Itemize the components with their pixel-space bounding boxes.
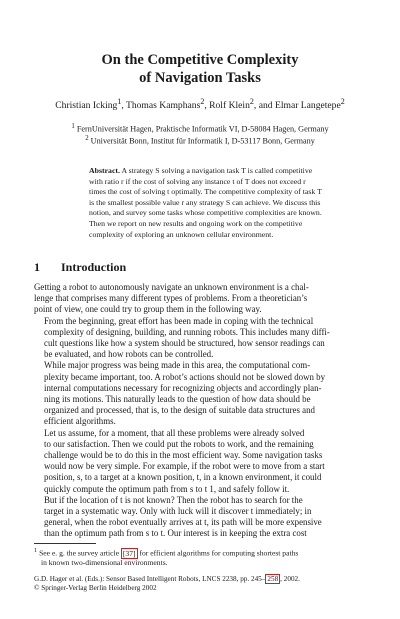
- paragraph: While major progress was being made in this area, the computational com- plexity became important, too. A robot’s actions should not be slowed down by internal computations necessary for recognizing objects and accordingly plan- ning its motions. This naturally leads to the question of how data should be organized and processed, that is, to the design of suitable data structures and efficient algorithms.: [44, 360, 326, 427]
- author-1: Christian Icking: [55, 100, 118, 112]
- abstract-line: with ratio r if the cost of solving any instance t of T does not exceed r: [89, 176, 306, 186]
- author-4: Elmar Langetepe: [274, 100, 341, 112]
- abstract-line: A strategy S solving a navigation task T is called competitive: [121, 166, 313, 175]
- affiliation-1: $^1$ FernUniversität Hagen, Praktische Informatik VI, D-58084 Hagen, Germany: [71, 123, 329, 134]
- abstract-line: complexity of exploring an unknown cellular environment.: [89, 229, 274, 239]
- page-link[interactable]: 258: [267, 575, 279, 583]
- author-list: Christian Icking$^1$, Thomas Kamphans$^2$, Rolf Klein$^2$, and Elmar Langetepe$^2$: [55, 97, 345, 112]
- citation-link[interactable]: [37]: [122, 548, 136, 558]
- section-heading: [34, 260, 126, 275]
- abstract-line: is the smallest possible value r any strategy S can achieve. We discuss this: [89, 197, 321, 207]
- abstract-line: Then we report on new results and ongoing work on the competitive: [89, 218, 303, 228]
- author-2-affil: 2: [200, 97, 205, 106]
- paragraph: Getting a robot to autonomously navigate an unknown environment is a chal- lenge that comprises many different types of problems. From a theoretician’s point of view, one could try to group them in the following way.: [34, 282, 309, 315]
- paragraph: But if the location of t is not known? Then the robot has to search for the target in a systematic way. Only with luck will it discover t immediately; in general, when the robot eventually arrives at t, its path will be more expensive than the optimum path from s to t. Our interest is in keeping the extra cost: [44, 494, 322, 539]
- abstract: [89, 166, 333, 240]
- publication-credit: G.D. Hager et al. (Eds.): Sensor Based Intelligent Robots, LNCS 2238, pp. 245– 258 , 2002. © Springer-Verlag Berlin Heidelberg 2002: [34, 575, 366, 593]
- section-title: Introduction: [61, 260, 127, 274]
- title-line-1: On the Competitive Complexity: [101, 52, 299, 68]
- author-2: Thomas Kamphans: [125, 100, 201, 112]
- author-1-affil: 1: [117, 97, 122, 106]
- paper-title: [0, 51, 400, 87]
- section-number: 1: [34, 260, 40, 274]
- paragraph: From the beginning, great effort has been made in coping with the technical complexity of designing, building, and running robots. This includes many diffi- cult questions like how a system should be structured, how sensor readings can be evaluated, and how robots can be controlled.: [44, 315, 330, 360]
- paragraph: Let us assume, for a moment, that all these problems were already solved to our satisfaction. Then we could put the robots to work, and the remaining challenge would be to do this in the most efficient way. Some navigation tasks would now be very simple. For example, if the robot were to move from a start position, s, to a target at a known position, t, in a known environment, it could quickly compute the optimum path from s to t 1, and safely follow it.: [44, 427, 325, 494]
- footnote-rule: [34, 543, 96, 544]
- abstract-line: times the cost of solving t optimally. The competitive complexity of task T: [89, 187, 322, 197]
- author-3: Rolf Klein: [209, 100, 250, 112]
- title-line-2: of Navigation Tasks: [139, 70, 261, 86]
- affiliation-2: $^2$ Universität Bonn, Institut für Informatik I, D-53117 Bonn, Germany: [85, 135, 315, 146]
- author-4-affil: 2: [340, 97, 345, 106]
- abstract-label: Abstract.: [89, 166, 120, 175]
- copyright: © Springer-Verlag Berlin Heidelberg 2002: [34, 584, 157, 593]
- body-text: [34, 282, 366, 540]
- author-3-affil: 2: [249, 97, 254, 106]
- abstract-line: notion, and survey some tasks whose competitive complexities are known.: [89, 208, 322, 218]
- footnote-marker: 1: [34, 547, 38, 554]
- footnote: $^1$ See e. g. the survey article [37] for efficient algorithms for computing shortest paths in known two-dimensional environments.: [34, 547, 299, 567]
